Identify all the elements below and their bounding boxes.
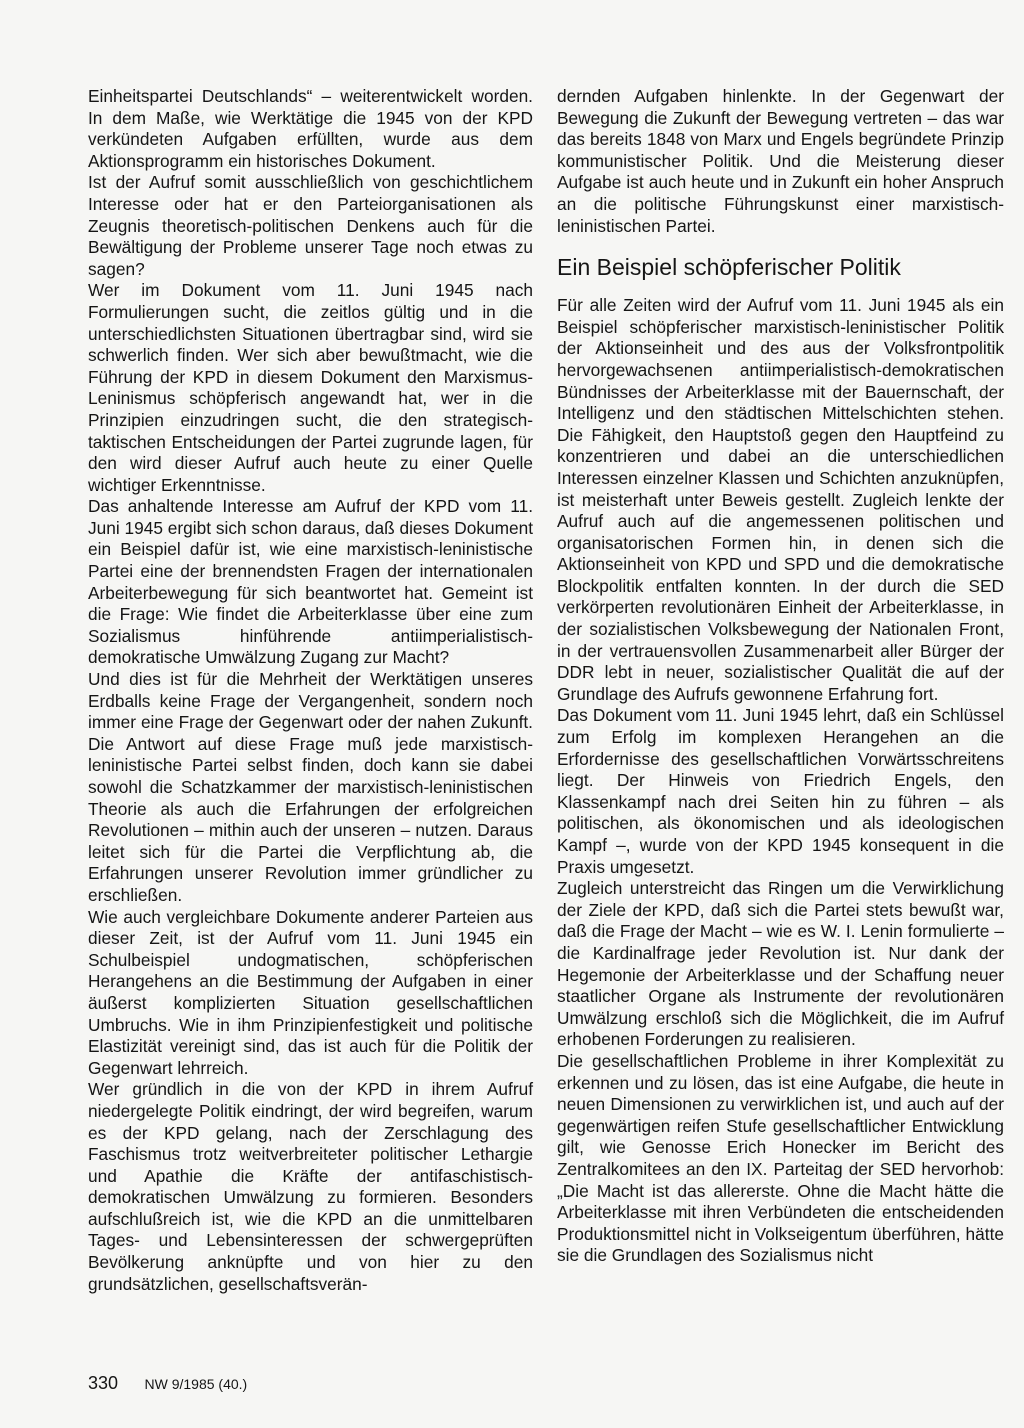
page-footer [88,1373,247,1395]
paragraph: dernden Aufgaben hinlenkte. In der Gegenwart der Bewegung die Zukunft der Bewegung vertreten – das war das bereits 1848 von Marx und Engels begründete Prinzip kommunistischer Politik. Und die Meisterung dieser Aufgabe ist auch heute und in Zukunft ein hoher Anspruch an die politische Führungskunst einer marxistisch-leninistischen Partei. [557,86,1004,236]
paragraph: Einheitspartei Deutschlands“ – weiterentwickelt worden. In dem Maße, wie Werktätige die 1945 von der KPD verkündeten Aufgaben erfüllten, wurde aus dem Aktionsprogramm ein historisches Dokument. [88,86,533,171]
paragraph: Für alle Zeiten wird der Aufruf vom 11. Juni 1945 als ein Beispiel schöpferischer marxistisch-leninistischer Politik der Aktionseinheit und des aus der Volksfrontpolitik hervorgewachsenen antiimperialistisch-demokratischen Bündnisses der Arbeiterklasse mit der Bauernschaft, der Intelligenz und den städtischen Mittelschichten stehen. Die Fähigkeit, den Hauptstoß gegen den Hauptfeind zu konzentrieren und dabei an die unterschiedlichen Interessen einzelner Klassen und Schichten anzuknüpfen, ist meisterhaft unter Beweis gestellt. Zugleich lenkte der Aufruf auch auf die angemessenen politischen und organisatorischen Formen hin, in denen sich die Aktionseinheit von KPD und SPD und die demokratische Blockpolitik entfalten konnten. In der durch die SED verkörperten revolutionären Einheit der Arbeiterklasse, in der sozialistischen Volksbewegung der Nationalen Front, in der vertrauensvollen Zusammenarbeit aller Bürger der DDR lebt in neuer, sozialistischer Qualität die auf der Grundlage des Aufrufs gewonnene Erfahrung fort. [557,295,1004,704]
page-number: 330 [88,1373,119,1393]
right-column [557,86,1004,1267]
paragraph: Wie auch vergleichbare Dokumente anderer Parteien aus dieser Zeit, ist der Aufruf vom 11. Juni 1945 ein Schulbeispiel undogmatischen, schöpferischen Herangehens an die Bestimmung der Aufgaben in einer äußerst komplizierten Situation gesellschaftlichen Umbruchs. Wie in ihm Prinzipienfestigkeit und politische Elastizität vereinigt sind, das ist auch für die Politik der Gegenwart lehrreich. [88,906,533,1078]
paragraph: Wer gründlich in die von der KPD in ihrem Aufruf niedergelegte Politik eindringt, der wird begreifen, warum es der KPD gelang, nach der Zerschlagung des Faschismus trotz weitverbreiteter politischer Lethargie und Apathie die Kräfte der antifaschistisch-demokratischen Umwälzung zu formieren. Besonders aufschlußreich ist, wie die KPD an die unmittelbaren Tages- und Lebensinteressen der schwergeprüften Bevölkerung anknüpfte und von hier zu den grundsätzlichen, gesellschaftsverän- [88,1079,533,1294]
issue-reference: NW 9/1985 (40.) [144,1376,248,1392]
paragraph: Und dies ist für die Mehrheit der Werktätigen unseres Erdballs keine Frage der Vergangenheit, sondern noch immer eine Frage der Gegenwart oder der nahen Zukunft. Die Antwort auf diese Frage muß jede marxistisch-leninistische Partei selbst finden, doch kann sie dabei sowohl die Schatzkammer der marxistisch-leninistischen Theorie als auch die Erfahrungen der erfolgreichen Revolutionen – mithin auch der unseren – nutzen. Daraus leitet sich für die Partei die Verpflichtung ab, die Erfahrungen unserer Revolution immer gründlicher zu erschließen. [88,669,533,905]
paragraph: Zugleich unterstreicht das Ringen um die Verwirklichung der Ziele der KPD, daß sich die Partei stets bewußt war, daß die Frage der Macht – wie es W. I. Lenin formulierte – die Kardinalfrage jeder Revolution ist. Nur dank der Hegemonie der Arbeiterklasse und der Schaffung neuer staatlicher Organe als Instrumente der revolutionären Umwälzung erschloß sich die Möglichkeit, die im Aufruf erhobenen Forderungen zu realisieren. [557,878,1004,1050]
paragraph: Ist der Aufruf somit ausschließlich von geschichtlichem Interesse oder hat er den Parteiorganisationen als Zeugnis theoretisch-politischen Denkens auch für die Bewältigung der Probleme unserer Tage noch etwas zu sagen? [88,172,533,279]
paragraph: Wer im Dokument vom 11. Juni 1945 nach Formulierungen sucht, die zeitlos gültig und in die unterschiedlichsten Situationen übertragbar sind, wird sie schwerlich finden. Wer sich aber bewußtmacht, wie die Führung der KPD in diesem Dokument den Marxismus-Leninismus schöpferisch angewandt hat, wer in die Prinzipien einzudringen sucht, die den strategisch-taktischen Entscheidungen der Partei zugrunde lagen, für den wird dieser Aufruf auch heute zu einer Quelle wichtiger Erkenntnisse. [88,280,533,495]
paragraph: Das anhaltende Interesse am Aufruf der KPD vom 11. Juni 1945 ergibt sich schon daraus, daß dieses Dokument ein Beispiel dafür ist, wie eine marxistisch-leninistische Partei eine der brennendsten Fragen der internationalen Arbeiterbewegung für sich beantwortet hat. Gemeint ist die Frage: Wie findet die Arbeiterklasse über eine zum Sozialismus hinführende antiimperialistisch-demokratische Umwälzung Zugang zur Macht? [88,496,533,668]
paragraph: Die gesellschaftlichen Probleme in ihrer Komplexität zu erkennen und zu lösen, das ist eine Aufgabe, die heute in neuen Dimensionen zu verwirklichen ist, und auch auf der gegenwärtigen reifen Stufe gesellschaftlicher Entwicklung gilt, wie Genosse Erich Honecker im Bericht des Zentralkomitees an den IX. Parteitag der SED hervorhob: „Die Macht ist das allererste. Ohne die Macht hätte die Arbeiterklasse mit ihren Verbündeten die entscheidenden Produktionsmittel nicht in Volkseigentum überführen, hätte sie die Grundlagen des Sozialismus nicht [557,1050,1004,1266]
section-heading: Ein Beispiel schöpferischer Politik [557,254,901,281]
paragraph: Das Dokument vom 11. Juni 1945 lehrt, daß ein Schlüssel zum Erfolg im komplexen Herangehen an die Erfordernisse des gesellschaftlichen Vorwärtsschreitens liegt. Der Hinweis von Friedrich Engels, den Klassenkampf nach drei Seiten hin zu führen – als politischen, als ökonomischen und als ideologischen Kampf –, wurde von der KPD 1945 konsequent in die Praxis umgesetzt. [557,705,1004,877]
left-column [88,86,533,1295]
